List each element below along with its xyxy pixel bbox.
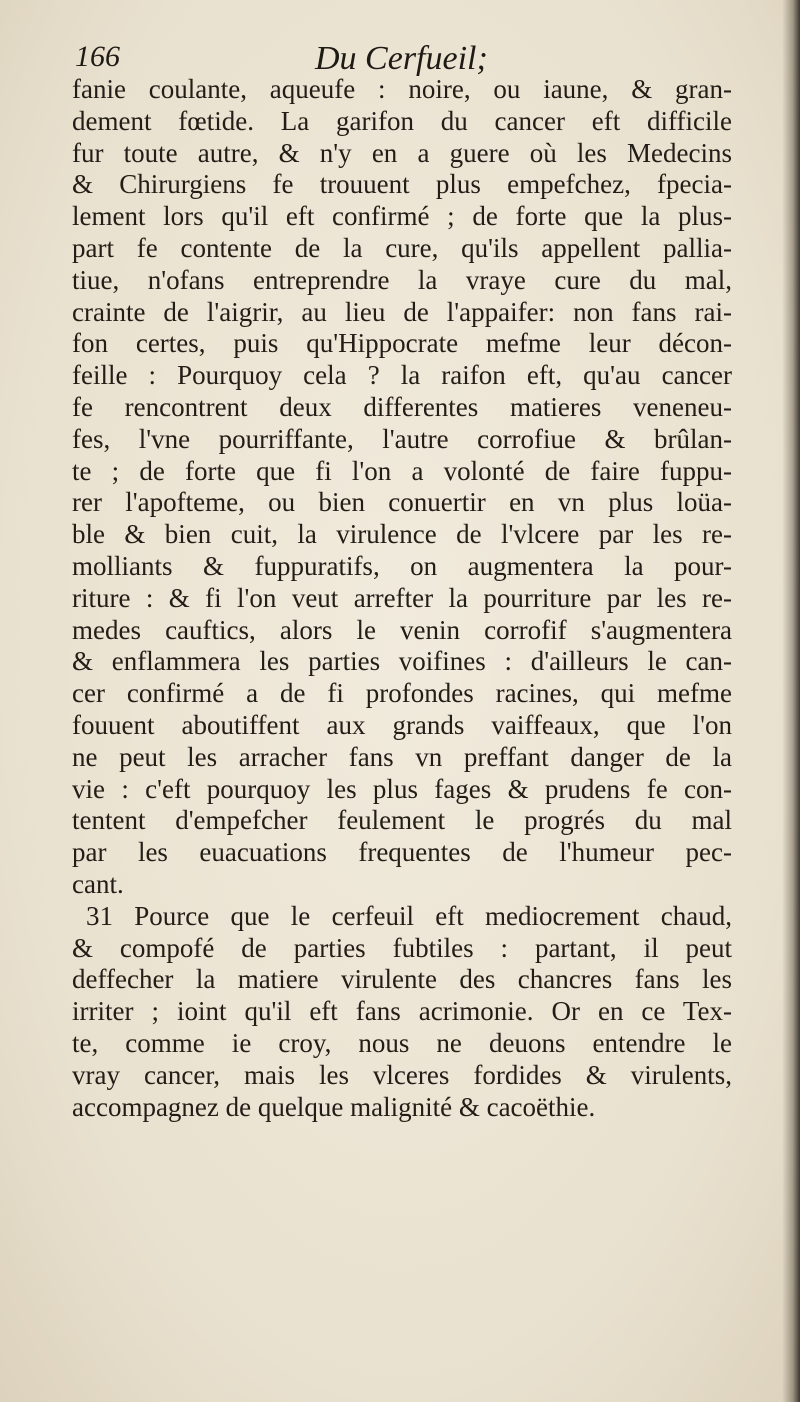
body-text	[72, 74, 732, 1123]
text-line: vray cancer, mais les vlceres fordides & virulents,	[72, 1059, 732, 1090]
text-line: medes cauftics, alors le venin corrofif s'augmentera	[72, 614, 732, 645]
page-number: 166	[75, 40, 120, 73]
text-line: fes, l'vne pourriffante, l'autre corrofiue & brûlan-	[72, 423, 732, 454]
paragraph	[72, 74, 732, 901]
text-line: dement fœtide. La garifon du cancer eft difficile	[72, 105, 732, 136]
text-line: feille : Pourquoy cela ? la raifon eft, qu'au cancer	[72, 360, 732, 391]
text-line: & enflammera les parties voifines : d'ailleurs le can-	[72, 646, 732, 677]
text-line: accompagnez de quelque malignité & cacoëthie.	[72, 1091, 596, 1122]
text-line: cer confirmé a de fi profondes racines, qui mefme	[72, 678, 732, 709]
text-line: rer l'apofteme, ou bien conuertir en vn plus loüa-	[72, 487, 732, 518]
text-line: tentent d'empefcher feulement le progrés du mal	[72, 805, 732, 836]
text-line: lement lors qu'il eft confirmé ; de forte que la plus-	[72, 201, 732, 232]
text-line: tiue, n'ofans entreprendre la vraye cure du mal,	[72, 264, 732, 295]
text-line: deffecher la matiere virulente des chancres fans les	[72, 964, 732, 995]
running-title: Du Cerfueil;	[315, 40, 488, 77]
text-line: cant.	[72, 868, 124, 899]
text-line: ne peut les arracher fans vn preffant danger de la	[72, 741, 732, 772]
text-line: & Chirurgiens fe trouuent plus empefchez, fpecia-	[72, 169, 732, 200]
text-line: fon certes, puis qu'Hippocrate mefme leur décon-	[72, 328, 732, 359]
text-line: irriter ; ioint qu'il eft fans acrimonie. Or en ce Tex-	[72, 996, 732, 1027]
text-line: riture : & fi l'on veut arrefter la pourriture par les re-	[72, 582, 732, 613]
text-line: crainte de l'aigrir, au lieu de l'appaifer: non fans rai-	[72, 296, 732, 327]
text-line: te, comme ie croy, nous ne deuons entendre le	[72, 1027, 732, 1058]
text-line: fouuent aboutiffent aux grands vaiffeaux, que l'on	[72, 709, 732, 740]
text-line: vie : c'eft pourquoy les plus fages & prudens fe con-	[72, 773, 732, 804]
text-line: fe rencontrent deux differentes matieres veneneu-	[72, 391, 732, 422]
paragraph	[72, 901, 732, 1124]
text-line: fanie coulante, aqueufe : noire, ou iaune, & gran-	[72, 74, 732, 104]
text-line: fur toute autre, & n'y en a guere où les Medecins	[72, 137, 732, 168]
text-line: molliants & fuppuratifs, on augmentera la pour-	[72, 550, 732, 581]
text-line: part fe contente de la cure, qu'ils appellent pallia-	[72, 232, 732, 263]
text-line: ble & bien cuit, la virulence de l'vlcere par les re-	[72, 519, 732, 550]
text-line: 31 Pource que le cerfeuil eft mediocrement chaud,	[86, 900, 732, 931]
page-edge-shadow	[782, 0, 800, 1402]
text-line: te ; de forte que fi l'on a volonté de faire fuppu-	[72, 455, 732, 486]
text-line: par les euacuations frequentes de l'humeur pec-	[72, 837, 732, 868]
text-line: & compofé de parties fubtiles : partant, il peut	[72, 932, 732, 963]
